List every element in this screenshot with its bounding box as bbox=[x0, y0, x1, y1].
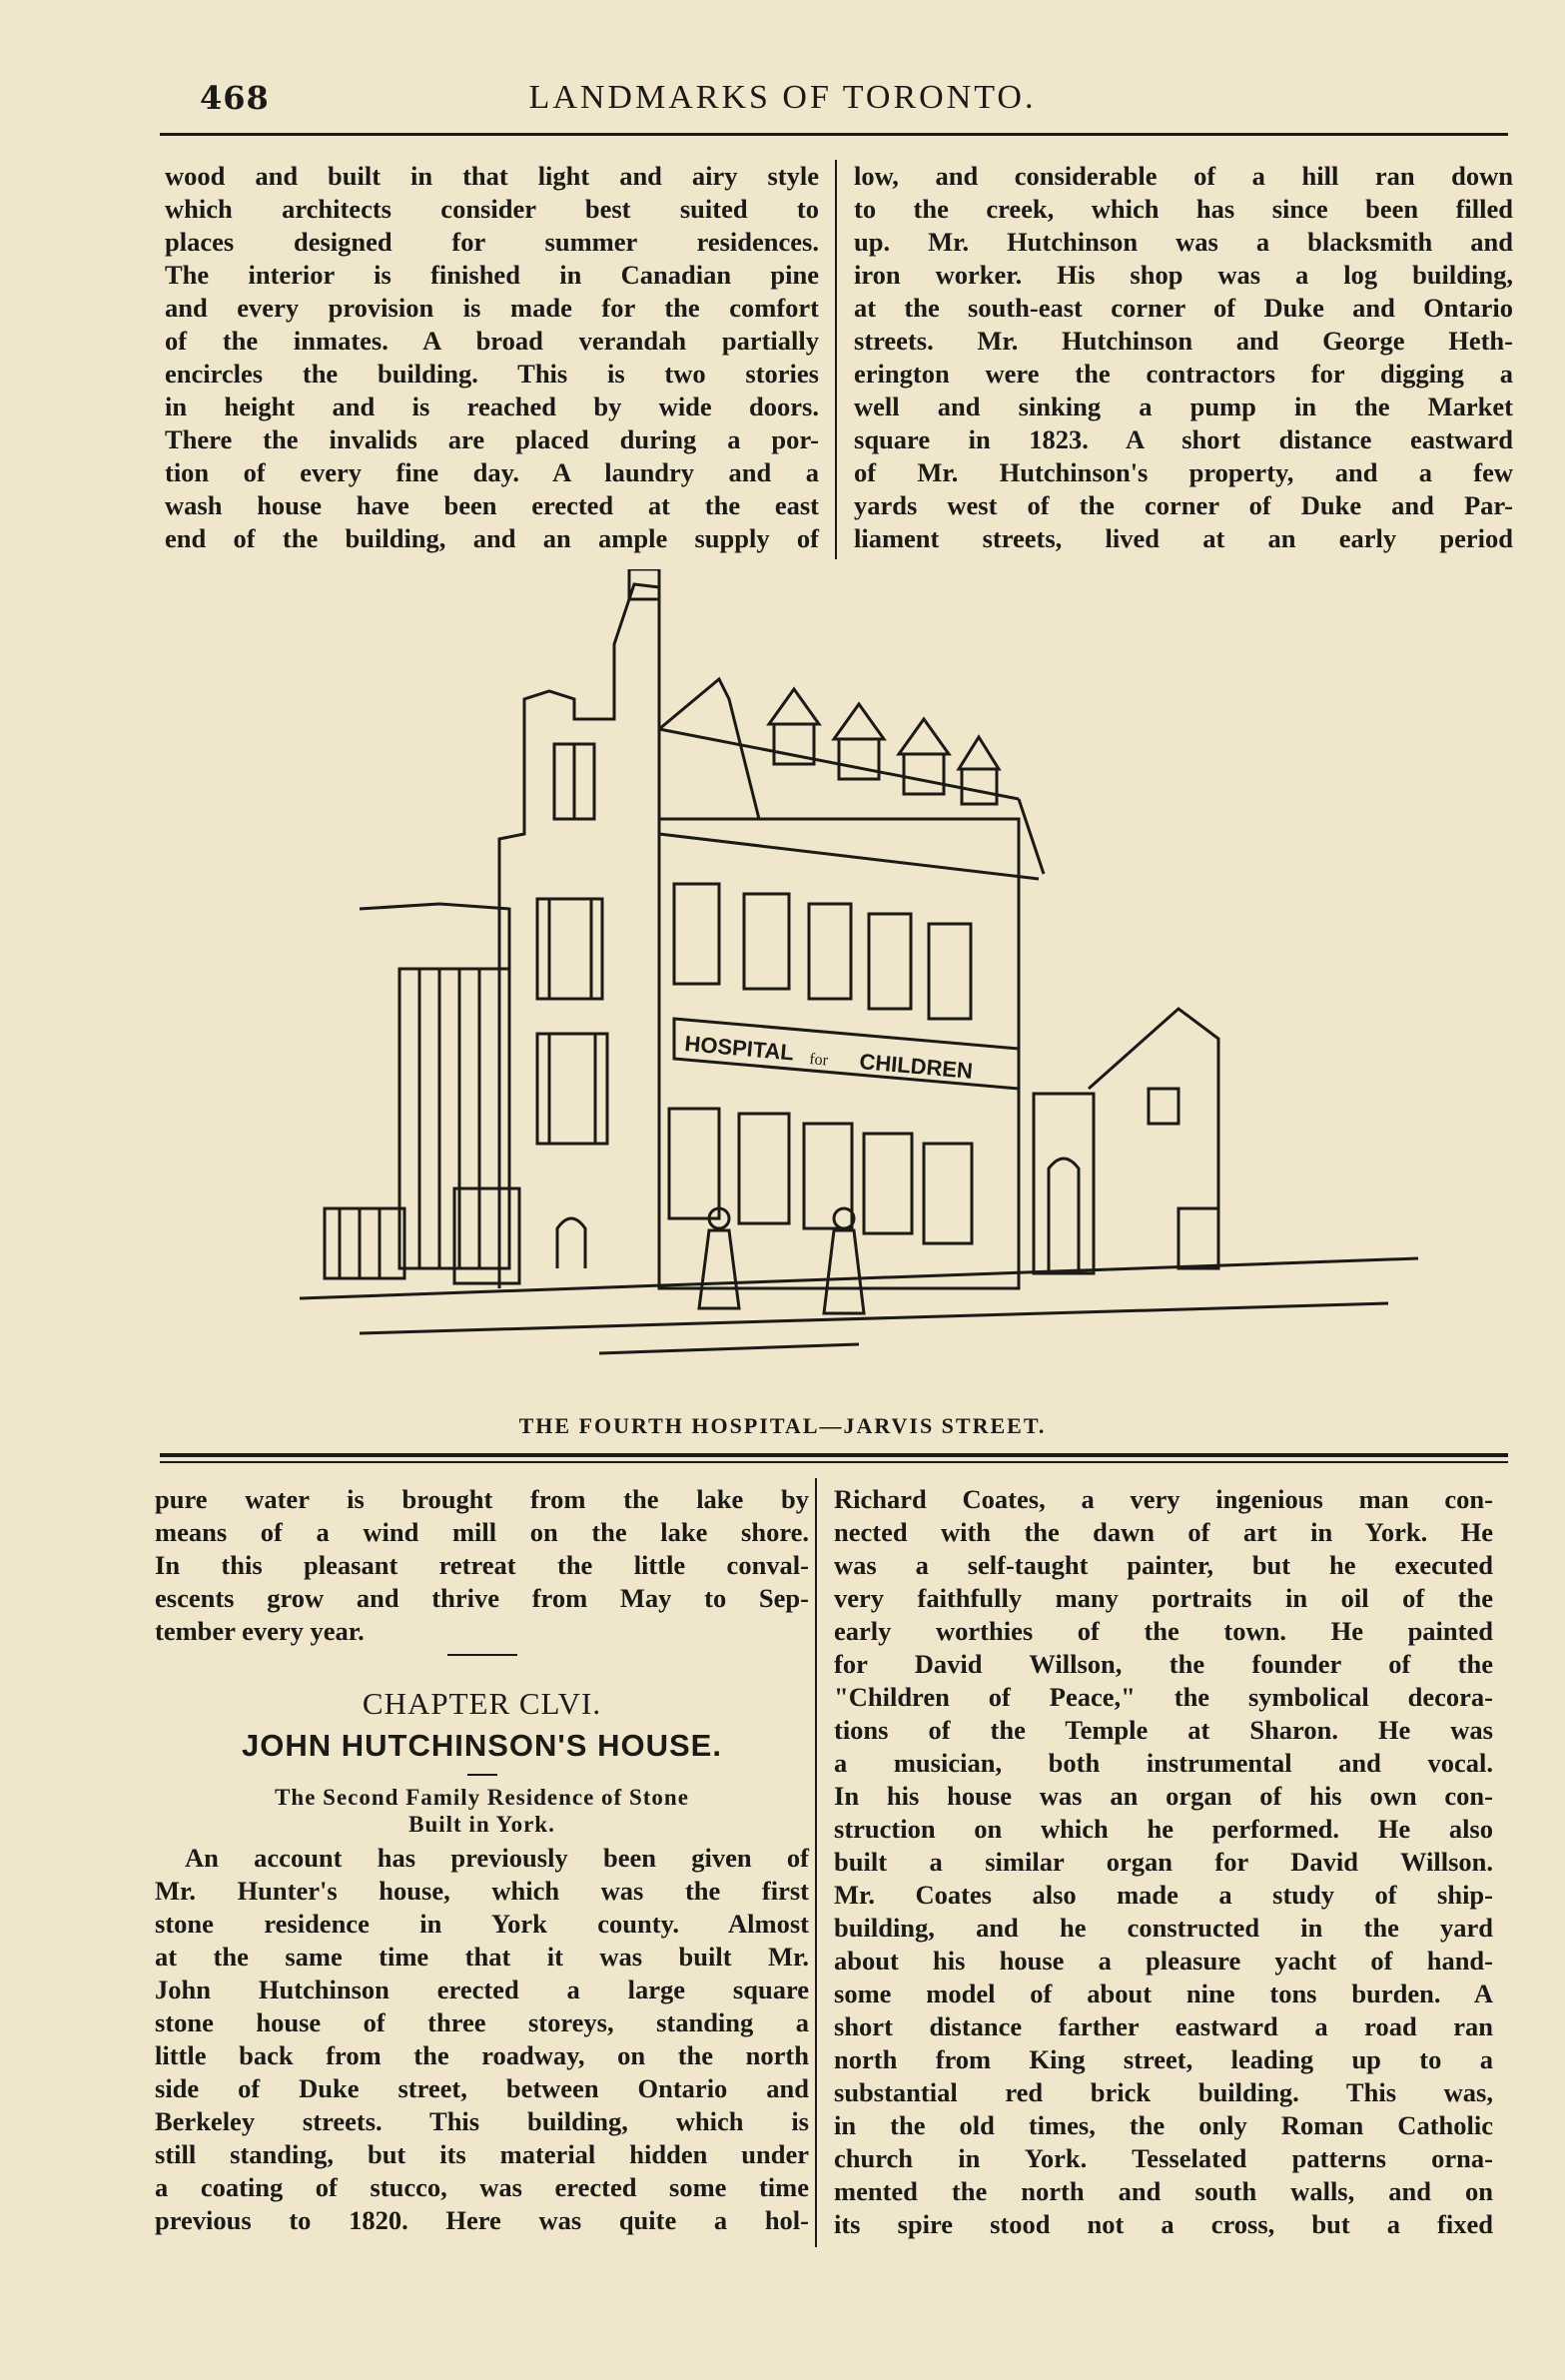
chapter-subhead-1: The Second Family Residence of Stone bbox=[275, 1785, 689, 1810]
text-line: some model of about nine tons burden. A bbox=[834, 1979, 1493, 2008]
figure-caption: THE FOURTH HOSPITAL—JARVIS STREET. bbox=[518, 1413, 1047, 1438]
hospital-illustration bbox=[300, 569, 1428, 1358]
column-divider-bottom bbox=[815, 1478, 817, 2247]
text-line: which architects consider best suited to bbox=[165, 194, 819, 224]
text-line: pure water is brought from the lake by bbox=[155, 1484, 809, 1514]
text-line: a coating of stucco, was erected some time bbox=[155, 2172, 809, 2202]
title-dash bbox=[467, 1774, 497, 1776]
bottom-left-column bbox=[155, 1483, 809, 2237]
text-line: struction on which he performed. He also bbox=[834, 1814, 1493, 1844]
chapter-end-paragraph bbox=[155, 1483, 809, 1648]
text-line: tion of every fine day. A laundry and a bbox=[165, 457, 819, 487]
text-line: Richard Coates, a very ingenious man con- bbox=[834, 1484, 1493, 1514]
text-line: short distance farther eastward a road ran bbox=[834, 2011, 1493, 2041]
chapter-title: JOHN HUTCHINSON'S HOUSE. bbox=[242, 1728, 722, 1763]
text-line: in the old times, the only Roman Catholic bbox=[834, 2110, 1493, 2140]
chapter-subhead-2: Built in York. bbox=[408, 1812, 555, 1837]
text-line: to the creek, which has since been filled bbox=[854, 194, 1513, 224]
caption-rule-2 bbox=[160, 1461, 1508, 1463]
text-line: Mr. Hunter's house, which was the first bbox=[155, 1876, 809, 1906]
text-line: stone house of three storeys, standing a bbox=[155, 2007, 809, 2037]
text-line: There the invalids are placed during a por- bbox=[165, 424, 819, 454]
text-line: mented the north and south walls, and on bbox=[834, 2176, 1493, 2206]
text-line: little back from the roadway, on the north bbox=[155, 2040, 809, 2070]
running-title: LANDMARKS OF TORONTO. bbox=[528, 79, 1037, 116]
text-line: was a self-taught painter, but he executed bbox=[834, 1550, 1493, 1580]
text-line: liament streets, lived at an early period bbox=[854, 523, 1513, 553]
text-line: built a similar organ for David Willson. bbox=[834, 1847, 1493, 1877]
text-line: In this pleasant retreat the little conval- bbox=[155, 1550, 809, 1580]
text-line: The interior is finished in Canadian pine bbox=[165, 260, 819, 290]
text-line: wash house have been erected at the east bbox=[165, 490, 819, 520]
text-line: end of the building, and an ample supply of bbox=[165, 523, 819, 553]
page-header bbox=[0, 75, 1565, 125]
text-line: in height and is reached by wide doors. bbox=[165, 392, 819, 421]
text-line: at the same time that it was built Mr. bbox=[155, 1942, 809, 1972]
text-line: of Mr. Hutchinson's property, and a few bbox=[854, 457, 1513, 487]
text-line: wood and built in that light and airy style bbox=[165, 161, 819, 191]
separator-rule bbox=[447, 1654, 517, 1656]
text-line: In his house was an organ of his own con- bbox=[834, 1781, 1493, 1811]
text-line: tember every year. bbox=[155, 1616, 365, 1646]
chapter-body bbox=[155, 1842, 809, 2237]
text-line: side of Duke street, between Ontario and bbox=[155, 2073, 809, 2103]
text-line: church in York. Tesselated patterns orna- bbox=[834, 2143, 1493, 2173]
text-line: means of a wind mill on the lake shore. bbox=[155, 1517, 809, 1547]
text-line: a musician, both instrumental and vocal. bbox=[834, 1748, 1493, 1778]
column-divider-top bbox=[835, 160, 837, 559]
text-line: iron worker. His shop was a log building, bbox=[854, 260, 1513, 290]
text-line: substantial red brick building. This was, bbox=[834, 2077, 1493, 2107]
sign-for: for bbox=[808, 1051, 829, 1070]
text-line: "Children of Peace," the symbolical decora- bbox=[834, 1682, 1493, 1712]
text-line: stone residence in York county. Almost bbox=[155, 1909, 809, 1939]
text-line: streets. Mr. Hutchinson and George Heth- bbox=[854, 326, 1513, 356]
text-line: Mr. Coates also made a study of ship- bbox=[834, 1880, 1493, 1910]
text-line: about his house a pleasure yacht of hand- bbox=[834, 1946, 1493, 1976]
text-line: encircles the building. This is two stories bbox=[165, 359, 819, 389]
header-rule bbox=[160, 133, 1508, 136]
text-line: for David Willson, the founder of the bbox=[834, 1649, 1493, 1679]
text-line: and every provision is made for the comfort bbox=[165, 293, 819, 323]
text-line: previous to 1820. Here was quite a hol- bbox=[155, 2205, 809, 2235]
text-line: yards west of the corner of Duke and Par- bbox=[854, 490, 1513, 520]
top-left-column bbox=[165, 160, 819, 555]
page-number: 468 bbox=[200, 79, 270, 117]
text-line: Berkeley streets. This building, which is bbox=[155, 2106, 809, 2136]
text-line: north from King street, leading up to a bbox=[834, 2044, 1493, 2074]
sign-hospital: HOSPITAL bbox=[683, 1031, 795, 1066]
text-line: square in 1823. A short distance eastward bbox=[854, 424, 1513, 454]
text-line: of the inmates. A broad verandah partially bbox=[165, 326, 819, 356]
text-line: places designed for summer residences. bbox=[165, 227, 819, 257]
text-line: An account has previously been given of bbox=[185, 1843, 809, 1873]
chapter-number: CHAPTER CLVI. bbox=[362, 1686, 602, 1721]
text-line: still standing, but its material hidden under bbox=[155, 2139, 809, 2169]
text-line: building, and he constructed in the yard bbox=[834, 1913, 1493, 1943]
sign-children: CHILDREN bbox=[858, 1049, 974, 1084]
caption-rule-1 bbox=[160, 1453, 1508, 1457]
text-line: its spire stood not a cross, but a fixed bbox=[834, 2209, 1493, 2239]
text-line: tions of the Temple at Sharon. He was bbox=[834, 1715, 1493, 1745]
text-line: very faithfully many portraits in oil of the bbox=[834, 1583, 1493, 1613]
text-line: up. Mr. Hutchinson was a blacksmith and bbox=[854, 227, 1513, 257]
text-line: early worthies of the town. He painted bbox=[834, 1616, 1493, 1646]
text-line: John Hutchinson erected a large square bbox=[155, 1975, 809, 2004]
text-line: erington were the contractors for digging a bbox=[854, 359, 1513, 389]
text-line: well and sinking a pump in the Market bbox=[854, 392, 1513, 421]
text-line: low, and considerable of a hill ran down bbox=[854, 161, 1513, 191]
top-right-column bbox=[854, 160, 1513, 555]
bottom-right-column bbox=[834, 1483, 1493, 2241]
text-line: escents grow and thrive from May to Sep- bbox=[155, 1583, 809, 1613]
text-line: at the south-east corner of Duke and Ontario bbox=[854, 293, 1513, 323]
text-line: nected with the dawn of art in York. He bbox=[834, 1517, 1493, 1547]
